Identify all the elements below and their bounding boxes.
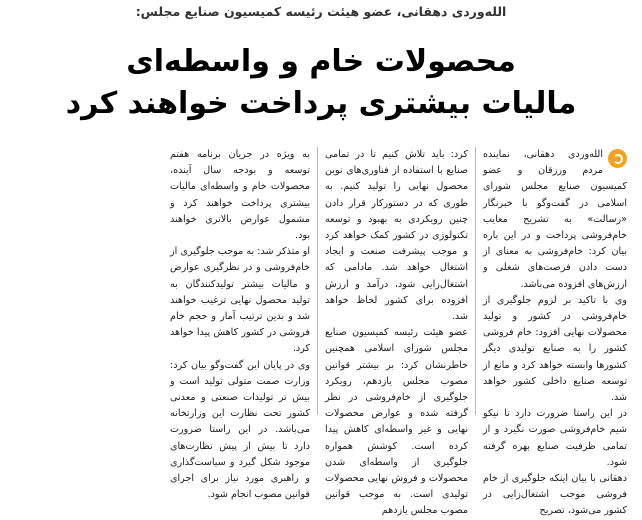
headline-line-1: محصولات خام و واسطه‌ای (126, 44, 516, 79)
headline-line-2: مالیات بیشتری پرداخت خواهند کرد (65, 86, 577, 121)
paragraph: عضو هیئت رئیسه کمیسیون صنایع مجلس شورای اسلامی همچنین خاطرنشان کرد: بر بیشتر قوانین مصوب مجلس یازدهم، رویکرد جلوگیری از خام‌فروشی در نظر گرفته شده و عوارض محصولات نهایی و غیر واسطه‌ای کاهش پیدا کرده است. کوشش همواره جلوگیری از واسطه‌ای شدن محصولات و فروش نهایی محصولات تولیدی است. به موجب قوانین مصوب مجلس یازدهم (325, 327, 468, 517)
article-body (8, 147, 634, 517)
article-column-2 (318, 147, 476, 517)
paragraph: وی در پایان این گفت‌وگو بیان کرد: وزارت صمت متولی تولید است و بیش تر تولیدات صنعتی و معدنی کشور تحت نظارت این وزارتخانه می‌باشد. در این راستا ضرورت دارد تا بیش از پیش نظارت‌های موجود شکل گیرد و سیاست‌گذاری و راهبری مورد نیاز برای اجرای قوانین مصوب انجام شود. (170, 359, 310, 501)
paragraph: در این راستا ضرورت دارد تا نیکو شیم خام‌فروشی صورت نگیرد و از تمامی ظرفیت صنایع بهره گرفته شود. (483, 408, 627, 468)
paragraph: وی با تاکید بر لزوم جلوگیری از خام‌فروشی در کشور و تولید محصولات نهایی افزود: خام فروشی کشور را به صنایع تولیدی دیگر کشورها وابسته خواهد کرد و مانع از توسعه صنایع داخلی کشور خواهد شد. (483, 294, 627, 404)
article-kicker: الله‌وردی دهقانی، عضو هیئت رئیسه کمیسیون صنایع مجلس: (135, 4, 507, 19)
paragraph: او متذکر شد: به موجب جلوگیری از خام‌فروشی و در نظرگیری عوارض و مالیات بیشتر تولیدکنندگان به تولید محصول نهایی ترغیب خواهند شد و بدین ترتیب آمار و حجم خام فروشی در کشور کاهش پیدا خواهد کرد. (170, 246, 310, 355)
paragraph: کرد: باید تلاش کنیم تا در تمامی صنایع با استفاده از فناوری‌های نوین محصول نهایی را تولید کنیم. به طوری که در دستورکار قرار دادن چنین رویکردی به بهبود و توسعه تکنولوژی در کشور کمک خواهد کرد و موجب پیشرفت صنعت و ایجاد اشتغال خواهد شد. مادامی که اشتغال‌زایی شود، درآمد و ارزش افزوده برای کشور لحاظ خواهد شد. (325, 149, 468, 323)
paragraph: الله‌وردی دهقانی، نماینده مردم ورزقان و عضو کمیسیون صنایع مجلس شورای اسلامی در گفت‌وگو با خبرنگار «رسالت» به تشریح معایب خام‌فروشی پرداخت و در این باره بیان کرد: خام‌فروشی به معنای از دست دادن فرصت‌های شغلی و ارزش‌های افزوده می‌باشد. (483, 149, 627, 290)
paragraph: دهقانی با بیان اینکه جلوگیری از خام فروشی موجب اشتغال‌زایی در کشور می‌شود، تصریح (483, 473, 627, 517)
article-column-1 (476, 147, 634, 517)
circle-logo-icon (608, 149, 627, 168)
article-column-3 (163, 147, 318, 501)
paragraph: به ویژه در جریان برنامه هفتم توسعه و بودجه سال آینده، محصولات خام و واسطه‌ای مالیات بیشتری پرداخت خواهند کرد و مشمول عوارض بالاتری خواهند بود. (170, 149, 310, 242)
